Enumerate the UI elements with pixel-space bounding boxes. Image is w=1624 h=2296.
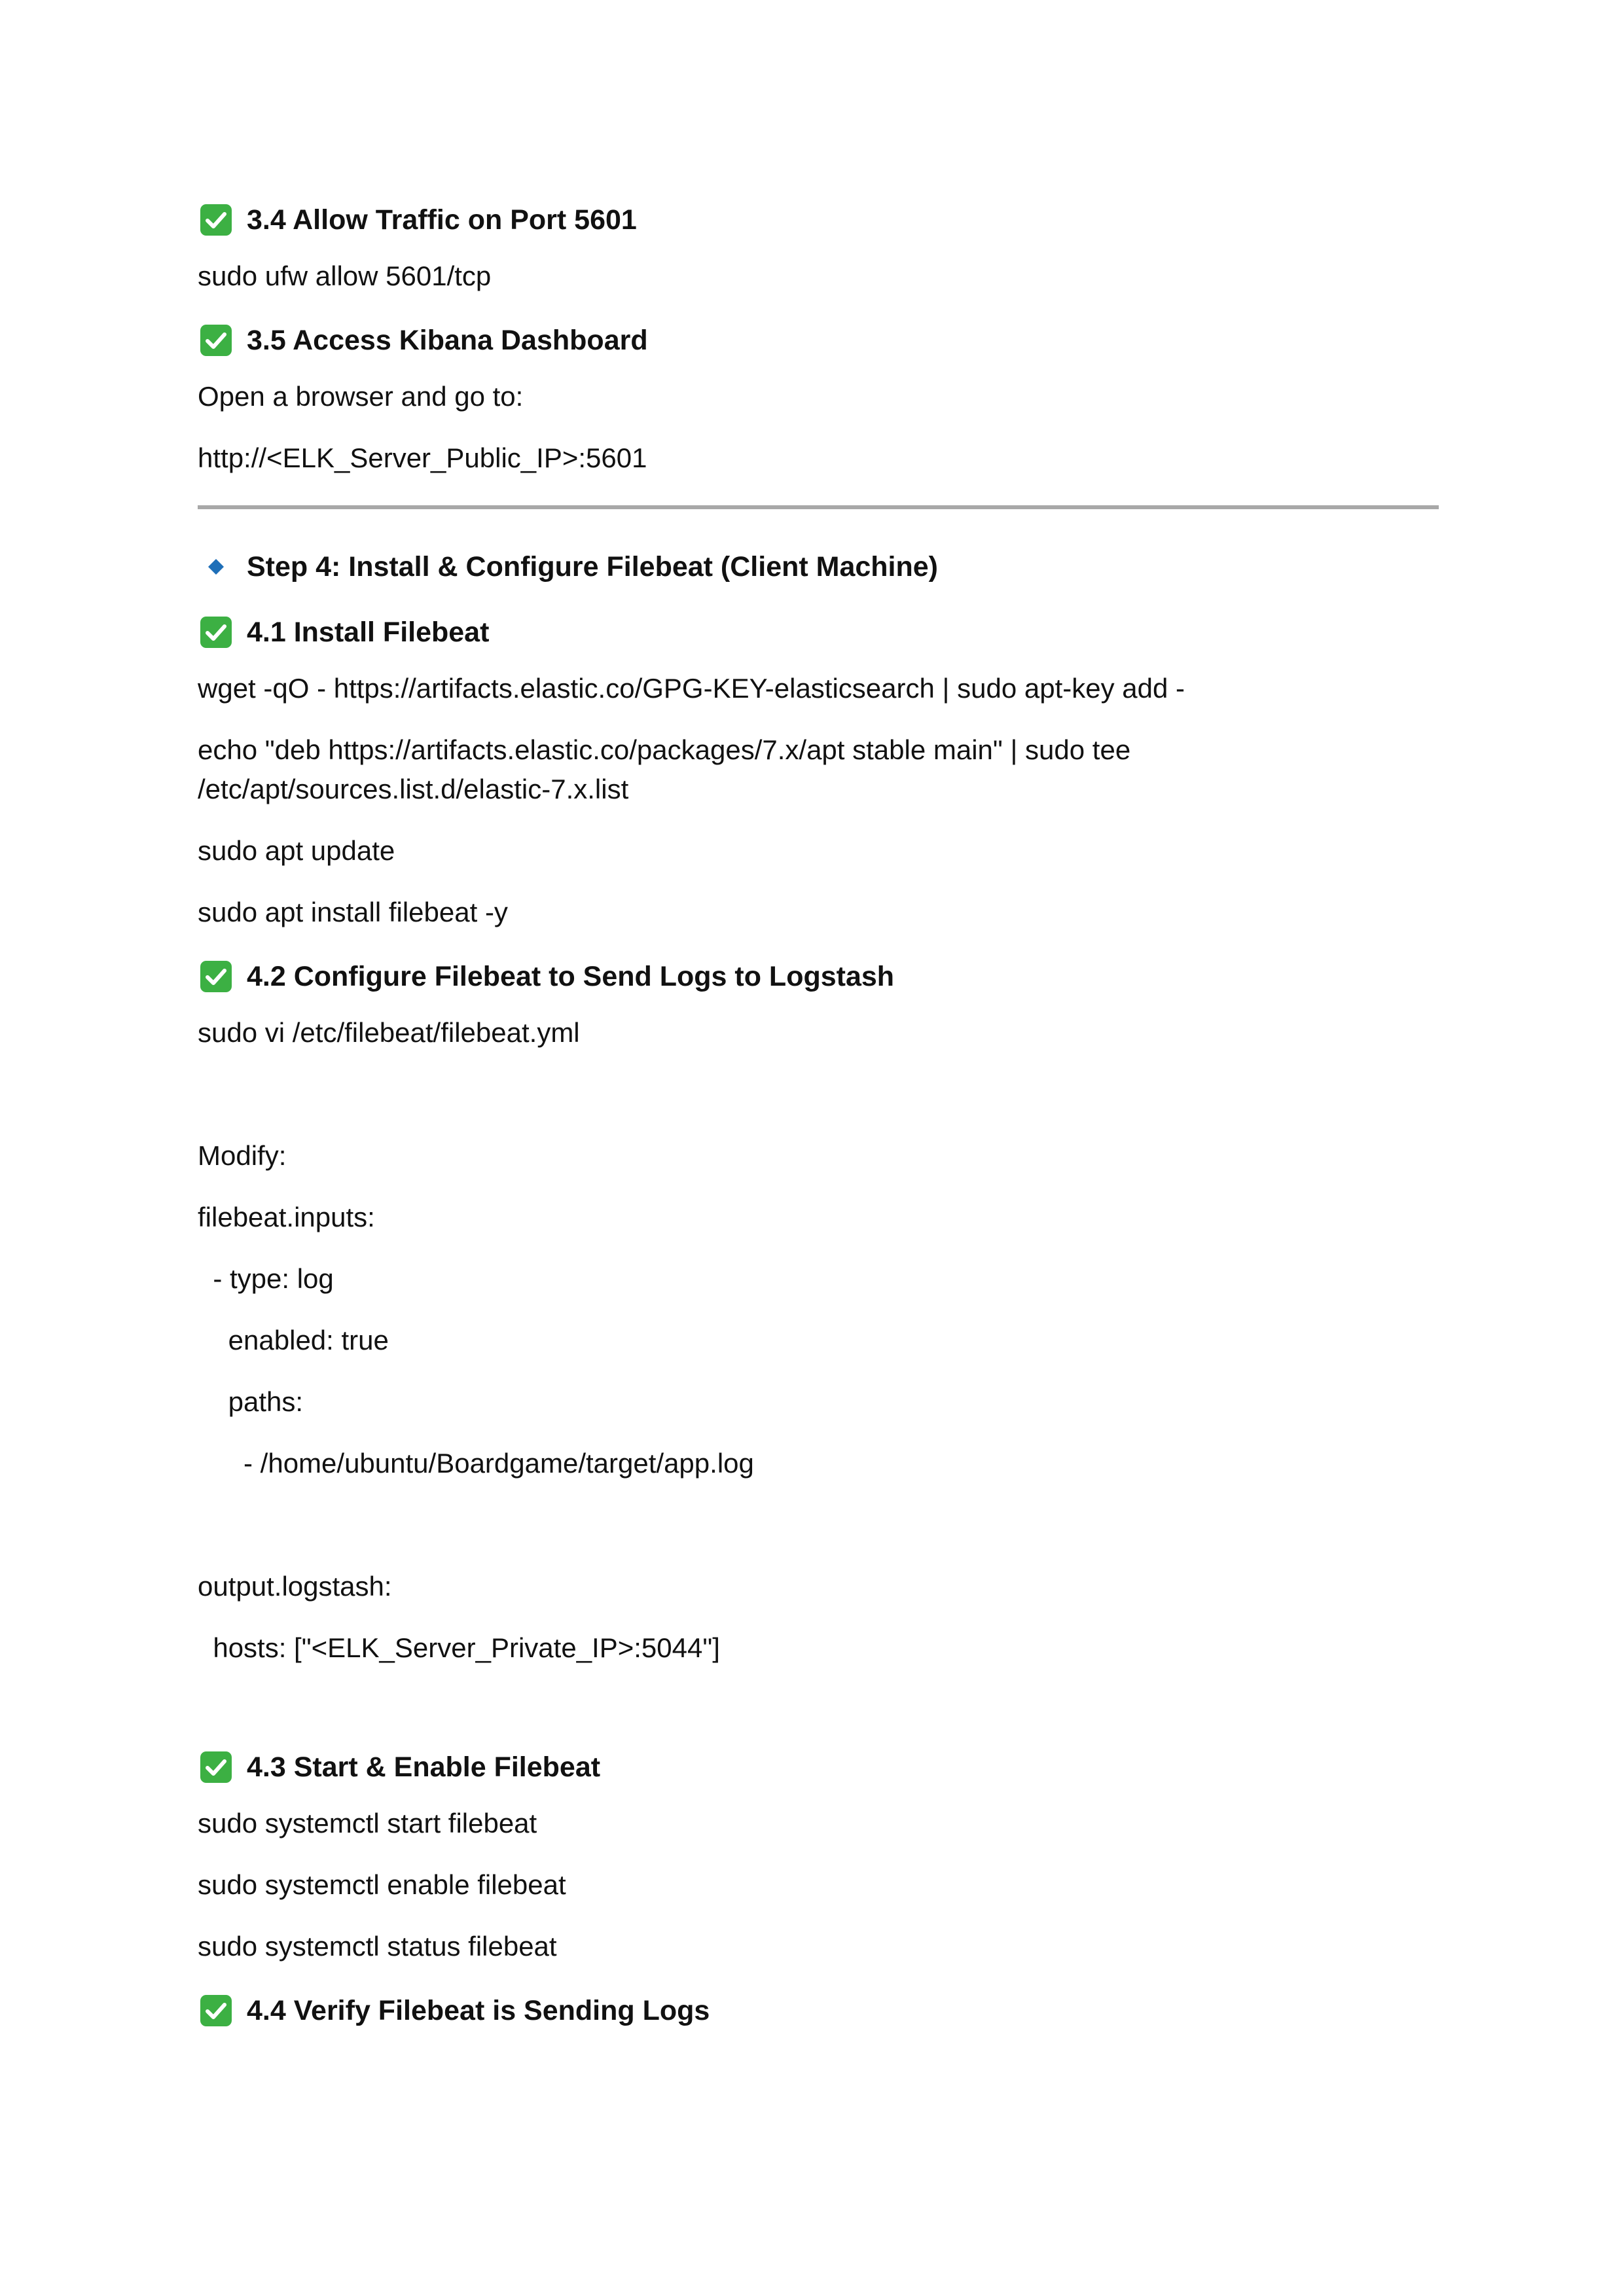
heading-step-4 bbox=[198, 543, 1441, 590]
heading-4-3 bbox=[198, 1744, 1441, 1791]
check-mark-button-icon bbox=[200, 1994, 232, 2027]
command-line: sudo ufw allow 5601/tcp bbox=[198, 260, 492, 291]
command-line: sudo apt install filebeat -y bbox=[198, 897, 508, 927]
url-text: http://<ELK_Server_Public_IP>:5601 bbox=[198, 442, 647, 473]
heading-4-3-text: 4.3 Start & Enable Filebeat bbox=[247, 1751, 601, 1783]
yaml-line: - type: log bbox=[198, 1263, 334, 1294]
command-line: sudo systemctl status filebeat bbox=[198, 1931, 557, 1962]
blank-line bbox=[198, 1505, 1441, 1545]
yaml-line: enabled: true bbox=[198, 1325, 389, 1355]
check-mark-button-icon bbox=[200, 616, 232, 649]
heading-4-2 bbox=[198, 953, 1441, 1000]
heading-3-5 bbox=[198, 317, 1441, 364]
check-mark-button-icon bbox=[200, 960, 232, 993]
check-mark-button-icon bbox=[200, 324, 232, 357]
blank-line bbox=[198, 1075, 1441, 1114]
command-line: sudo systemctl start filebeat bbox=[198, 1808, 537, 1839]
yaml-line: - /home/ubuntu/Boardgame/target/app.log bbox=[198, 1448, 754, 1479]
blank-line bbox=[198, 1690, 1441, 1729]
horizontal-divider bbox=[198, 505, 1439, 509]
heading-4-1-text: 4.1 Install Filebeat bbox=[247, 616, 490, 648]
heading-4-4 bbox=[198, 1987, 1441, 2034]
command-line: sudo apt update bbox=[198, 835, 395, 866]
command-line: sudo systemctl enable filebeat bbox=[198, 1869, 566, 1900]
check-mark-button-icon bbox=[200, 204, 232, 236]
command-line: /etc/apt/sources.list.d/elastic-7.x.list bbox=[198, 774, 629, 804]
command-line: sudo vi /etc/filebeat/filebeat.yml bbox=[198, 1017, 580, 1048]
yaml-line: hosts: ["<ELK_Server_Private_IP>:5044"] bbox=[198, 1632, 720, 1663]
command-line: wget -qO - https://artifacts.elastic.co/GPG-KEY-elasticsearch | sudo apt-key add - bbox=[198, 673, 1185, 704]
document-page bbox=[198, 196, 1441, 2034]
small-blue-diamond-icon bbox=[200, 550, 232, 583]
yaml-line: paths: bbox=[198, 1386, 304, 1417]
command-line: echo "deb https://artifacts.elastic.co/packages/7.x/apt stable main" | sudo tee bbox=[198, 734, 1131, 765]
heading-step-4-text: Step 4: Install & Configure Filebeat (Client Machine) bbox=[247, 550, 938, 583]
yaml-line: output.logstash: bbox=[198, 1571, 392, 1602]
heading-4-4-text: 4.4 Verify Filebeat is Sending Logs bbox=[247, 1994, 710, 2026]
body-text: Modify: bbox=[198, 1140, 287, 1171]
heading-3-4 bbox=[198, 196, 1441, 243]
yaml-line: filebeat.inputs: bbox=[198, 1202, 375, 1232]
check-mark-button-icon bbox=[200, 1751, 232, 1784]
heading-3-5-text: 3.5 Access Kibana Dashboard bbox=[247, 324, 648, 356]
heading-4-1 bbox=[198, 609, 1441, 656]
body-text: Open a browser and go to: bbox=[198, 381, 524, 412]
heading-3-4-text: 3.4 Allow Traffic on Port 5601 bbox=[247, 204, 637, 236]
heading-4-2-text: 4.2 Configure Filebeat to Send Logs to Logstash bbox=[247, 960, 895, 992]
